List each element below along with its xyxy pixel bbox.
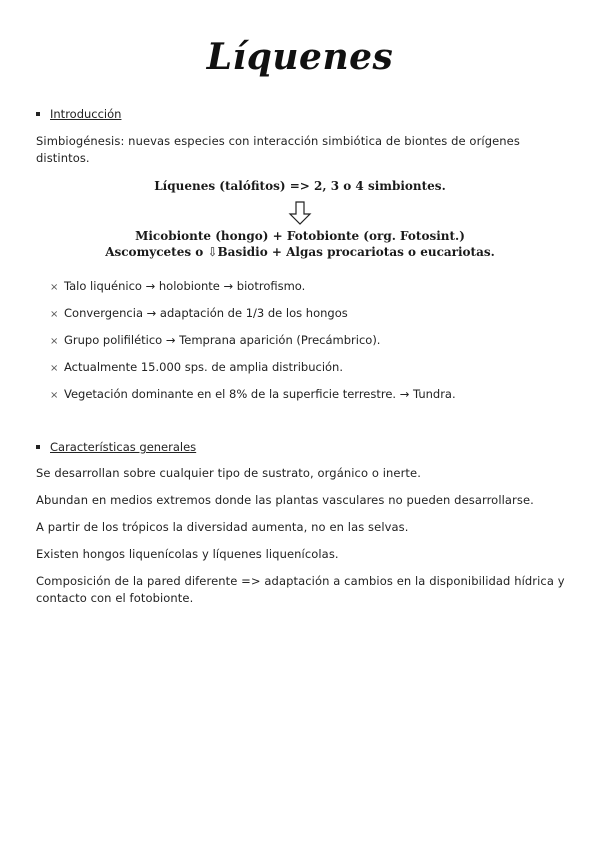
cross-bullet-icon: ×	[50, 282, 59, 293]
list-item-text: Actualmente 15.000 sps. de amplia distribución.	[64, 360, 343, 374]
list-item-text: Talo liquénico → holobionte → biotrofismo.	[64, 279, 306, 293]
page-title: Líquenes	[206, 36, 394, 78]
list-item-text: Grupo polifilético → Temprana aparición (Precámbrico).	[64, 333, 381, 347]
list-item	[50, 331, 456, 358]
formula-line-3: Ascomycetes o ⇩Basidio + Algas procariotas o eucariotas.	[105, 245, 495, 259]
list-item	[50, 385, 456, 412]
cross-bullet-icon: ×	[50, 390, 59, 401]
cross-bullet-icon: ×	[50, 309, 59, 320]
general-paragraph: Composición de la pared diferente => adaptación a cambios en la disponibilidad hídrica y contacto con el fotobionte.	[36, 574, 565, 605]
list-item	[50, 358, 456, 385]
cross-bullet-icon: ×	[50, 336, 59, 347]
section-heading-introduccion	[36, 107, 121, 121]
list-item-text: Vegetación dominante en el 8% de la superficie terrestre. → Tundra.	[64, 387, 456, 401]
general-paragraph: Abundan en medios extremos donde las plantas vasculares no pueden desarrollarse.	[36, 493, 534, 507]
list-item	[50, 304, 456, 331]
section-heading-caracteristicas	[36, 440, 196, 454]
section-heading-label: Características generales	[50, 440, 197, 454]
general-paragraph: Existen hongos liquenícolas y líquenes liquenícolas.	[36, 547, 339, 561]
cross-bullet-icon: ×	[50, 363, 59, 374]
intro-list	[50, 277, 456, 412]
list-item-text: Convergencia → adaptación de 1/3 de los hongos	[64, 306, 348, 320]
bullet-icon	[36, 445, 40, 449]
section-heading-label: Introducción	[50, 107, 122, 121]
intro-paragraph: Simbiogénesis: nuevas especies con interacción simbiótica de biontes de orígenes distintos.	[36, 134, 520, 165]
bullet-icon	[36, 112, 40, 116]
formula-line-1: Líquenes (talófitos) => 2, 3 o 4 simbiontes.	[154, 179, 446, 193]
list-item	[50, 277, 456, 304]
down-arrow-icon	[285, 201, 315, 225]
general-paragraph: Se desarrollan sobre cualquier tipo de sustrato, orgánico o inerte.	[36, 466, 421, 480]
formula-line-2: Micobionte (hongo) + Fotobionte (org. Fotosint.)	[135, 229, 465, 243]
general-paragraph: A partir de los trópicos la diversidad aumenta, no en las selvas.	[36, 520, 409, 534]
